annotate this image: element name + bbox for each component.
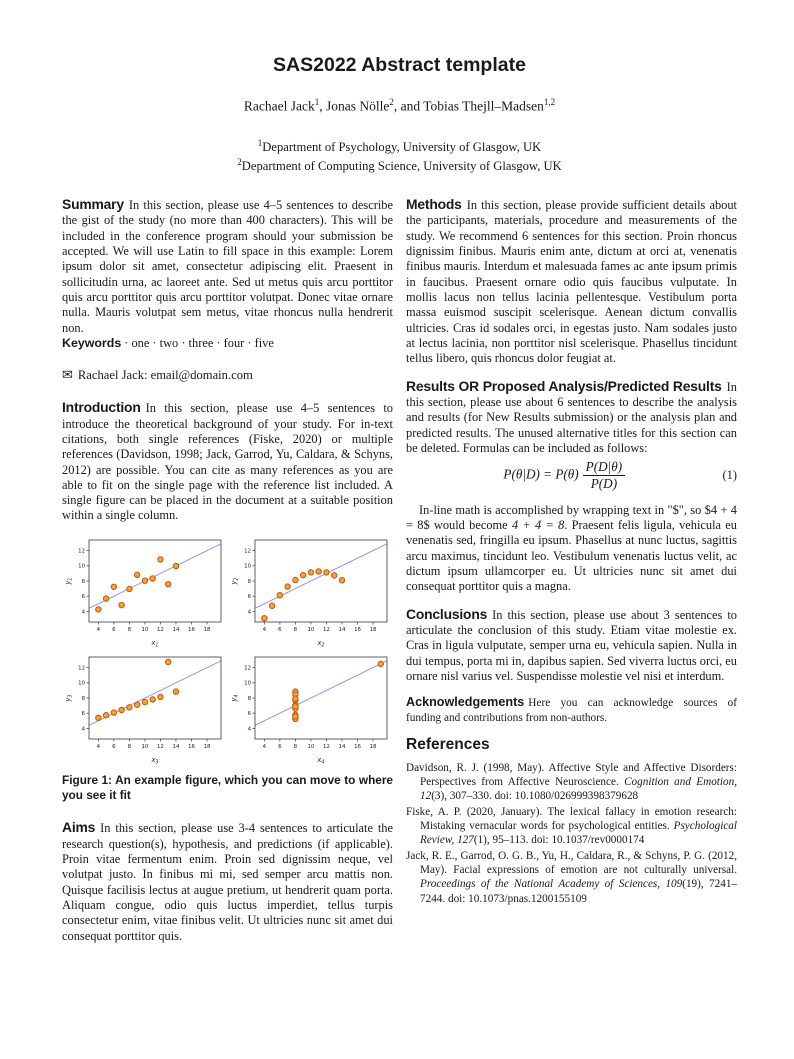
svg-text:x3: $x_3$ [151, 755, 159, 764]
affiliation-mark: 2 [237, 157, 242, 168]
figure-caption [62, 773, 393, 804]
reference-entry [406, 849, 737, 906]
svg-text:12: 12 [157, 626, 164, 633]
summary-heading: Summary [62, 196, 124, 213]
svg-text:y1: $y_1$ [64, 577, 74, 585]
svg-text:8: 8 [127, 743, 132, 750]
svg-text:14: 14 [172, 743, 180, 750]
svg-text:10: 10 [307, 626, 315, 633]
contact-text: Rachael Jack: email@domain.com [77, 368, 253, 383]
svg-text:4: 4 [81, 726, 85, 733]
svg-text:6: 6 [112, 743, 116, 750]
svg-text:4: 4 [247, 726, 251, 733]
svg-text:4: 4 [247, 609, 251, 616]
svg-text:6: 6 [278, 743, 282, 750]
keywords-heading: Keywords [62, 335, 122, 350]
keywords-line [62, 336, 393, 351]
author-affiliation-mark: 1 [314, 97, 320, 107]
aims-text: In this section, please use 3-4 sentences to articulate the research question(s), hypothesis, and predictions (if applicable). Proin vitae fermentum enim. Proin sed dignissim neque, vel volutpat justo. In finibus mi mi, sed semper arcu mattis non. Quisque facilisis lectus at augue pretium, ut hendrerit quam porta. Aliquam congue, odio quis luctus imperdiet, tellus turpis consectetur enim, vitae finibus velit. Ut ultricies nunc sit amet dui consequat porttitor quis. [62, 821, 393, 943]
equation-fraction [583, 460, 625, 491]
svg-text:6: 6 [81, 710, 85, 717]
affiliations [62, 137, 737, 177]
svg-text:12: 12 [157, 743, 164, 750]
svg-text:8: 8 [293, 626, 298, 633]
svg-text:4: 4 [262, 743, 267, 750]
svg-text:16: 16 [188, 626, 195, 633]
scatter-plot-x4 [228, 652, 393, 769]
svg-text:6: 6 [247, 710, 251, 717]
svg-text:12: 12 [78, 548, 85, 555]
reference-journal: Proceedings of the National Academy of Sciences, 109 [420, 878, 683, 891]
scatter-plot-x1 [62, 535, 227, 652]
right-column [406, 196, 737, 955]
keywords-text: · one · two · three · four · five [124, 335, 274, 350]
figure-caption-text: An example figure, which you can move to where you see it fit [62, 772, 393, 803]
svg-text:4: 4 [81, 609, 85, 616]
equation-denominator: P(D) [590, 475, 618, 491]
svg-text:6: 6 [247, 593, 251, 600]
scatter-plot-x2 [228, 535, 393, 652]
introduction-heading: Introduction [62, 399, 141, 416]
section-methods [406, 196, 737, 366]
inline-math-post: . Praesent felis ligula, vehicula eu venenatis sed, fringilla eu ipsum. Phasellus at nunc luctus, sagittis arcu maximus, tincidunt leo. Vestibulum venenatis luctus velit, ac dictum ipsum ullamcorper eu. Ut ultricies nunc sit amet dui consequat porttitor quis a magna. [406, 518, 737, 594]
svg-text:14: 14 [172, 626, 180, 633]
two-column-body [62, 196, 737, 955]
section-results [406, 378, 737, 457]
svg-text:12: 12 [323, 626, 330, 633]
figure-caption-label: Figure 1: [62, 772, 113, 787]
svg-text:16: 16 [354, 626, 361, 633]
section-summary [62, 196, 393, 336]
methods-text: In this section, please provide sufficient details about the participants, materials, procedure and measurements of the study. We recommend 6 sentences for this section. Proin rhoncus dignissim finibus. Mauris enim ante, dictum at orci at, venenatis finibus mauris. Interdum et malesuada fames ac ante ipsum primis in faucibus. Praesent ornare odio quis faucibus vulputate. In mollis lacus non tellus lacinia pellentesque. Vestibulum porta massa euismod suscipit scelerisque. Aenean dictum convallis ultricies. Cras id sodales orci, in egestas justo. Nam sodales justo at lectus lacinia, non porttitor nisl scelerisque. Phasellus tincidunt tellus libero, quis rhoncus dolor feugiat at. [406, 198, 737, 366]
results-heading: Results OR Proposed Analysis/Predicted Results [406, 377, 722, 394]
svg-text:4: 4 [262, 626, 267, 633]
svg-text:10: 10 [141, 743, 149, 750]
svg-text:6: 6 [81, 593, 85, 600]
aims-heading: Aims [62, 819, 96, 836]
svg-text:10: 10 [78, 563, 85, 570]
svg-text:y3: $y_3$ [64, 694, 74, 702]
svg-text:x2: $x_2$ [317, 638, 325, 647]
figure-1 [62, 535, 393, 769]
author-name: Rachael Jack [243, 98, 315, 114]
inline-math-paragraph [406, 503, 737, 595]
svg-text:12: 12 [323, 743, 330, 750]
section-conclusions [406, 606, 737, 685]
svg-text:14: 14 [338, 743, 346, 750]
contact-line [62, 367, 393, 383]
envelope-icon: ✉ [62, 367, 73, 383]
left-column [62, 196, 393, 955]
svg-text:12: 12 [78, 665, 85, 672]
svg-text:10: 10 [244, 680, 251, 687]
svg-text:6: 6 [278, 626, 282, 633]
scatter-plot-x3 [62, 652, 227, 769]
affiliation-text: Department of Psychology, University of Glasgow, UK [262, 139, 542, 154]
equation-numerator: P(D|θ) [583, 460, 625, 476]
svg-text:4: 4 [96, 743, 101, 750]
svg-text:16: 16 [354, 743, 361, 750]
references-list [406, 761, 737, 906]
svg-text:x4: $x_4$ [317, 755, 325, 764]
equation-number: (1) [722, 467, 737, 482]
author-affiliation-mark: 2 [389, 97, 394, 107]
paper-header [62, 54, 737, 176]
inline-math-expression: 4 + 4 = 8 [511, 518, 565, 533]
svg-text:10: 10 [141, 626, 149, 633]
author-name: , and Tobias Thejll–Madsen [393, 98, 544, 114]
svg-text:6: 6 [112, 626, 116, 633]
summary-text: In this section, please use 4–5 sentences to describe the gist of the study (no more than 400 characters). This will be included in the conference program should your submission be accepted. We will use Latin to fill space in this example: Lorem ipsum dolor sit amet, consectetur adipiscing elit. Praesent in sollicitudin urna, ac laoreet ante. Sed ut metus quis arcu porttitor quis arcu porttitor quis arcu porttitor volutpat. Donec vitae ornare nulla. Mauris volutpat sem metus, vitae rhoncus nulla hendrerit non. [62, 198, 393, 335]
svg-text:10: 10 [78, 680, 85, 687]
reference-entry [406, 805, 737, 848]
svg-text:10: 10 [307, 743, 315, 750]
reference-text: (1), 95–113. doi: 10.1037/rev0000174 [473, 834, 645, 847]
svg-text:12: 12 [244, 548, 251, 555]
acknowledgements-text: Here you can acknowledge sources of funding and contributions from non-authors. [406, 697, 737, 725]
author-name: , Jonas Nölle [319, 98, 390, 114]
svg-text:16: 16 [188, 743, 195, 750]
svg-text:8: 8 [247, 578, 251, 585]
svg-text:y4: $y_4$ [230, 694, 240, 702]
svg-text:10: 10 [244, 563, 251, 570]
results-text: In this section, please use about 6 sentences to describe the analysis and results (for New Results submission) or the analysis plan and predicted results. The unused alternative titles for this section can be deleted. Formulas can be included as follows: [406, 379, 737, 455]
page-title: SAS2022 Abstract template [273, 54, 526, 76]
equation-1 [406, 460, 737, 491]
affiliation-mark: 1 [257, 137, 263, 148]
reference-text: (3), 307–330. doi: 10.1080/026999398379628 [431, 790, 639, 803]
reference-text: Jack, R. E., Garrod, O. G. B., Yu, H., Caldara, R., & Schyns, P. G. (2012, May). Facial expressions of emotion are not culturally universal. [406, 849, 737, 876]
author-affiliation-mark: 1,2 [543, 97, 556, 107]
section-introduction [62, 399, 393, 524]
methods-heading: Methods [406, 196, 462, 213]
svg-text:x1: $x_1$ [151, 638, 159, 647]
svg-text:12: 12 [244, 665, 251, 672]
reference-entry [406, 761, 737, 804]
references-heading: References [406, 735, 490, 753]
affiliation-line [62, 156, 737, 176]
svg-text:8: 8 [127, 626, 132, 633]
acknowledgements-heading: Acknowledgements [406, 695, 525, 710]
svg-text:8: 8 [81, 695, 85, 702]
svg-text:y2: $y_2$ [230, 577, 240, 585]
svg-text:8: 8 [81, 578, 85, 585]
svg-text:18: 18 [203, 626, 211, 633]
conclusions-text: In this section, please use about 3 sentences to articulate the conclusion of this study. Etiam vitae molestie ex. Cras in ligula vulputate, semper urna eu, vehicula sapien. Nulla in dui tempus, porta mi in, dapibus sapien. Sed viverra luctus orci, eu ornare nisl varius vel. Suspendisse molestie vel nisi et interdum. [406, 607, 737, 683]
svg-text:18: 18 [369, 743, 377, 750]
equation-lhs: P(θ|D) = P(θ) [503, 466, 579, 482]
conclusions-heading: Conclusions [406, 605, 488, 622]
affiliation-line [62, 137, 737, 157]
reference-text: Fiske, A. P. (2020, January). The lexical fallacy in emotion research: Mistaking vernacular words for psychological entities. [406, 805, 737, 832]
inline-math-pre: In-line math is accomplished by wrapping text in "$", so $4 + 4 = 8$ would become [406, 502, 737, 533]
reference-text: Davidson, R. J. (1998, May). Affective Style and Affective Disorders: Perspectives from Affective Neuroscience. [406, 761, 737, 788]
section-aims [62, 819, 393, 944]
svg-text:8: 8 [247, 695, 251, 702]
affiliation-text: Department of Computing Science, University of Glasgow, UK [241, 159, 562, 174]
svg-text:14: 14 [338, 626, 346, 633]
svg-text:18: 18 [369, 626, 377, 633]
equation-body [406, 460, 723, 491]
reference-text: (19), 7241–7244. doi: 10.1073/pnas.1200155109 [420, 878, 738, 905]
reference-journal: Cognition and Emotion, 12 [420, 775, 737, 803]
svg-text:18: 18 [203, 743, 211, 750]
svg-text:8: 8 [293, 743, 298, 750]
svg-text:4: 4 [96, 626, 101, 633]
authors-line [62, 97, 737, 115]
reference-journal: Psychological Review, 127 [420, 819, 737, 847]
introduction-text: In this section, please use 4–5 sentences to introduce the theoretical background of your study. For in-text citations, both single references (Fiske, 2020) or multiple references (Davidson, 1998; Jack, Garrod, Yu, Caldara, & Schyns, 2012) are possible. You can cite as many references as you are able to fit on the single page with the reference list included. A single figure can be placed in the document at a suitable position within a single column. [62, 401, 393, 523]
section-acknowledgements [406, 695, 737, 725]
